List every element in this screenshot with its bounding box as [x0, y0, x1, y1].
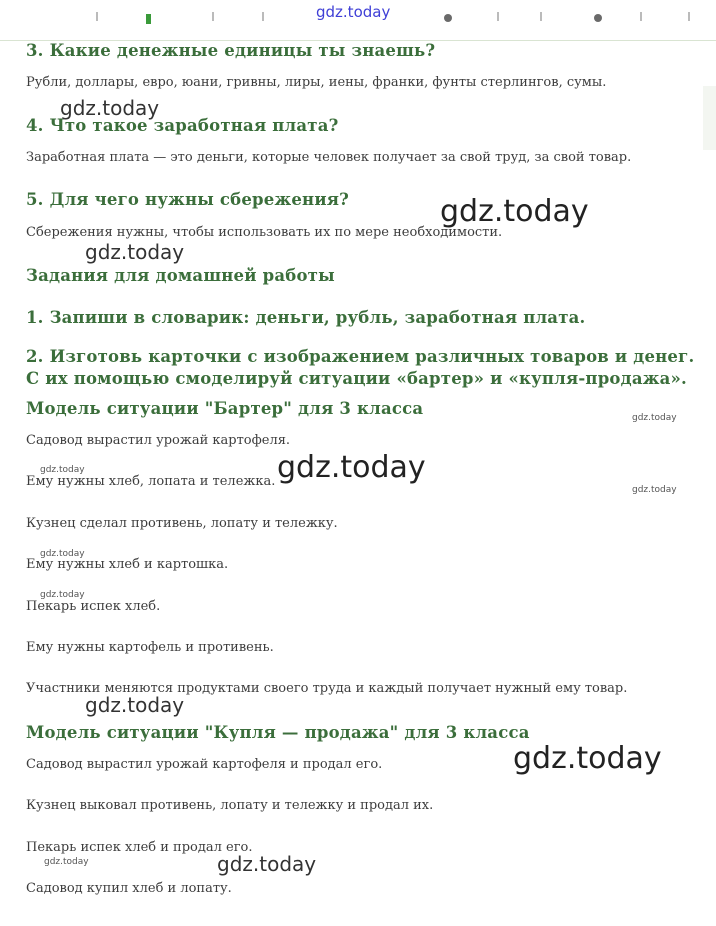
barter-line: Ему нужны картофель и противень.	[26, 640, 274, 655]
barter-title: Модель ситуации "Бартер" для 3 класса	[26, 399, 424, 418]
barter-line: Ему нужны хлеб, лопата и тележка.	[26, 474, 276, 489]
watermark: gdz.today	[44, 857, 89, 867]
barter-line: Пекарь испек хлеб.	[26, 599, 161, 614]
barter-line: Участники меняются продуктами своего труда и каждый получает нужный ему товар.	[26, 681, 628, 696]
watermark: gdz.today	[85, 693, 185, 717]
sale-line: Садовод купил хлеб и лопату.	[26, 881, 232, 896]
homework-task-1: 1. Запиши в словарик: деньги, рубль, заработная плата.	[26, 308, 586, 327]
question-heading: 3. Какие денежные единицы ты знаешь?	[26, 41, 436, 60]
question-answer: Рубли, доллары, евро, юани, гривны, лиры, иены, франки, фунты стерлингов, сумы.	[26, 75, 607, 90]
site-logo[interactable]: gdz.today	[316, 3, 391, 21]
watermark: gdz.today	[40, 549, 85, 559]
question-heading: 5. Для чего нужны сбережения?	[26, 190, 350, 209]
question-answer: Сбережения нужны, чтобы использовать их по мере необходимости.	[26, 225, 503, 240]
watermark: gdz.today	[60, 96, 160, 120]
sale-line: Садовод вырастил урожай картофеля и продал его.	[26, 757, 383, 772]
question-heading: 4. Что такое заработная плата?	[26, 116, 339, 135]
sale-line: Кузнец выковал противень, лопату и тележку и продал их.	[26, 798, 434, 813]
sale-title: Модель ситуации "Купля — продажа" для 3 класса	[26, 723, 530, 742]
watermark: gdz.today	[217, 852, 317, 876]
watermark: gdz.today	[513, 741, 662, 776]
watermark: gdz.today	[632, 485, 677, 495]
barter-line: Ему нужны хлеб и картошка.	[26, 557, 229, 572]
watermark: gdz.today	[85, 240, 185, 264]
homework-task-2: 2. Изготовь карточки с изображением различных товаров и денег. С их помощью смоделируй ситуации «бартер» и «купля-продажа».	[26, 347, 695, 388]
watermark: gdz.today	[277, 450, 426, 485]
watermark: gdz.today	[40, 465, 85, 475]
sale-line: Пекарь испек хлеб и продал его.	[26, 840, 253, 855]
homework-title: Задания для домашней работы	[26, 266, 335, 285]
question-answer: Заработная плата — это деньги, которые человек получает за свой труд, за свой товар.	[26, 150, 632, 165]
barter-line: Кузнец сделал противень, лопату и тележку.	[26, 516, 338, 531]
watermark: gdz.today	[440, 194, 589, 229]
barter-line: Садовод вырастил урожай картофеля.	[26, 433, 291, 448]
watermark: gdz.today	[632, 413, 677, 423]
watermark: gdz.today	[40, 590, 85, 600]
